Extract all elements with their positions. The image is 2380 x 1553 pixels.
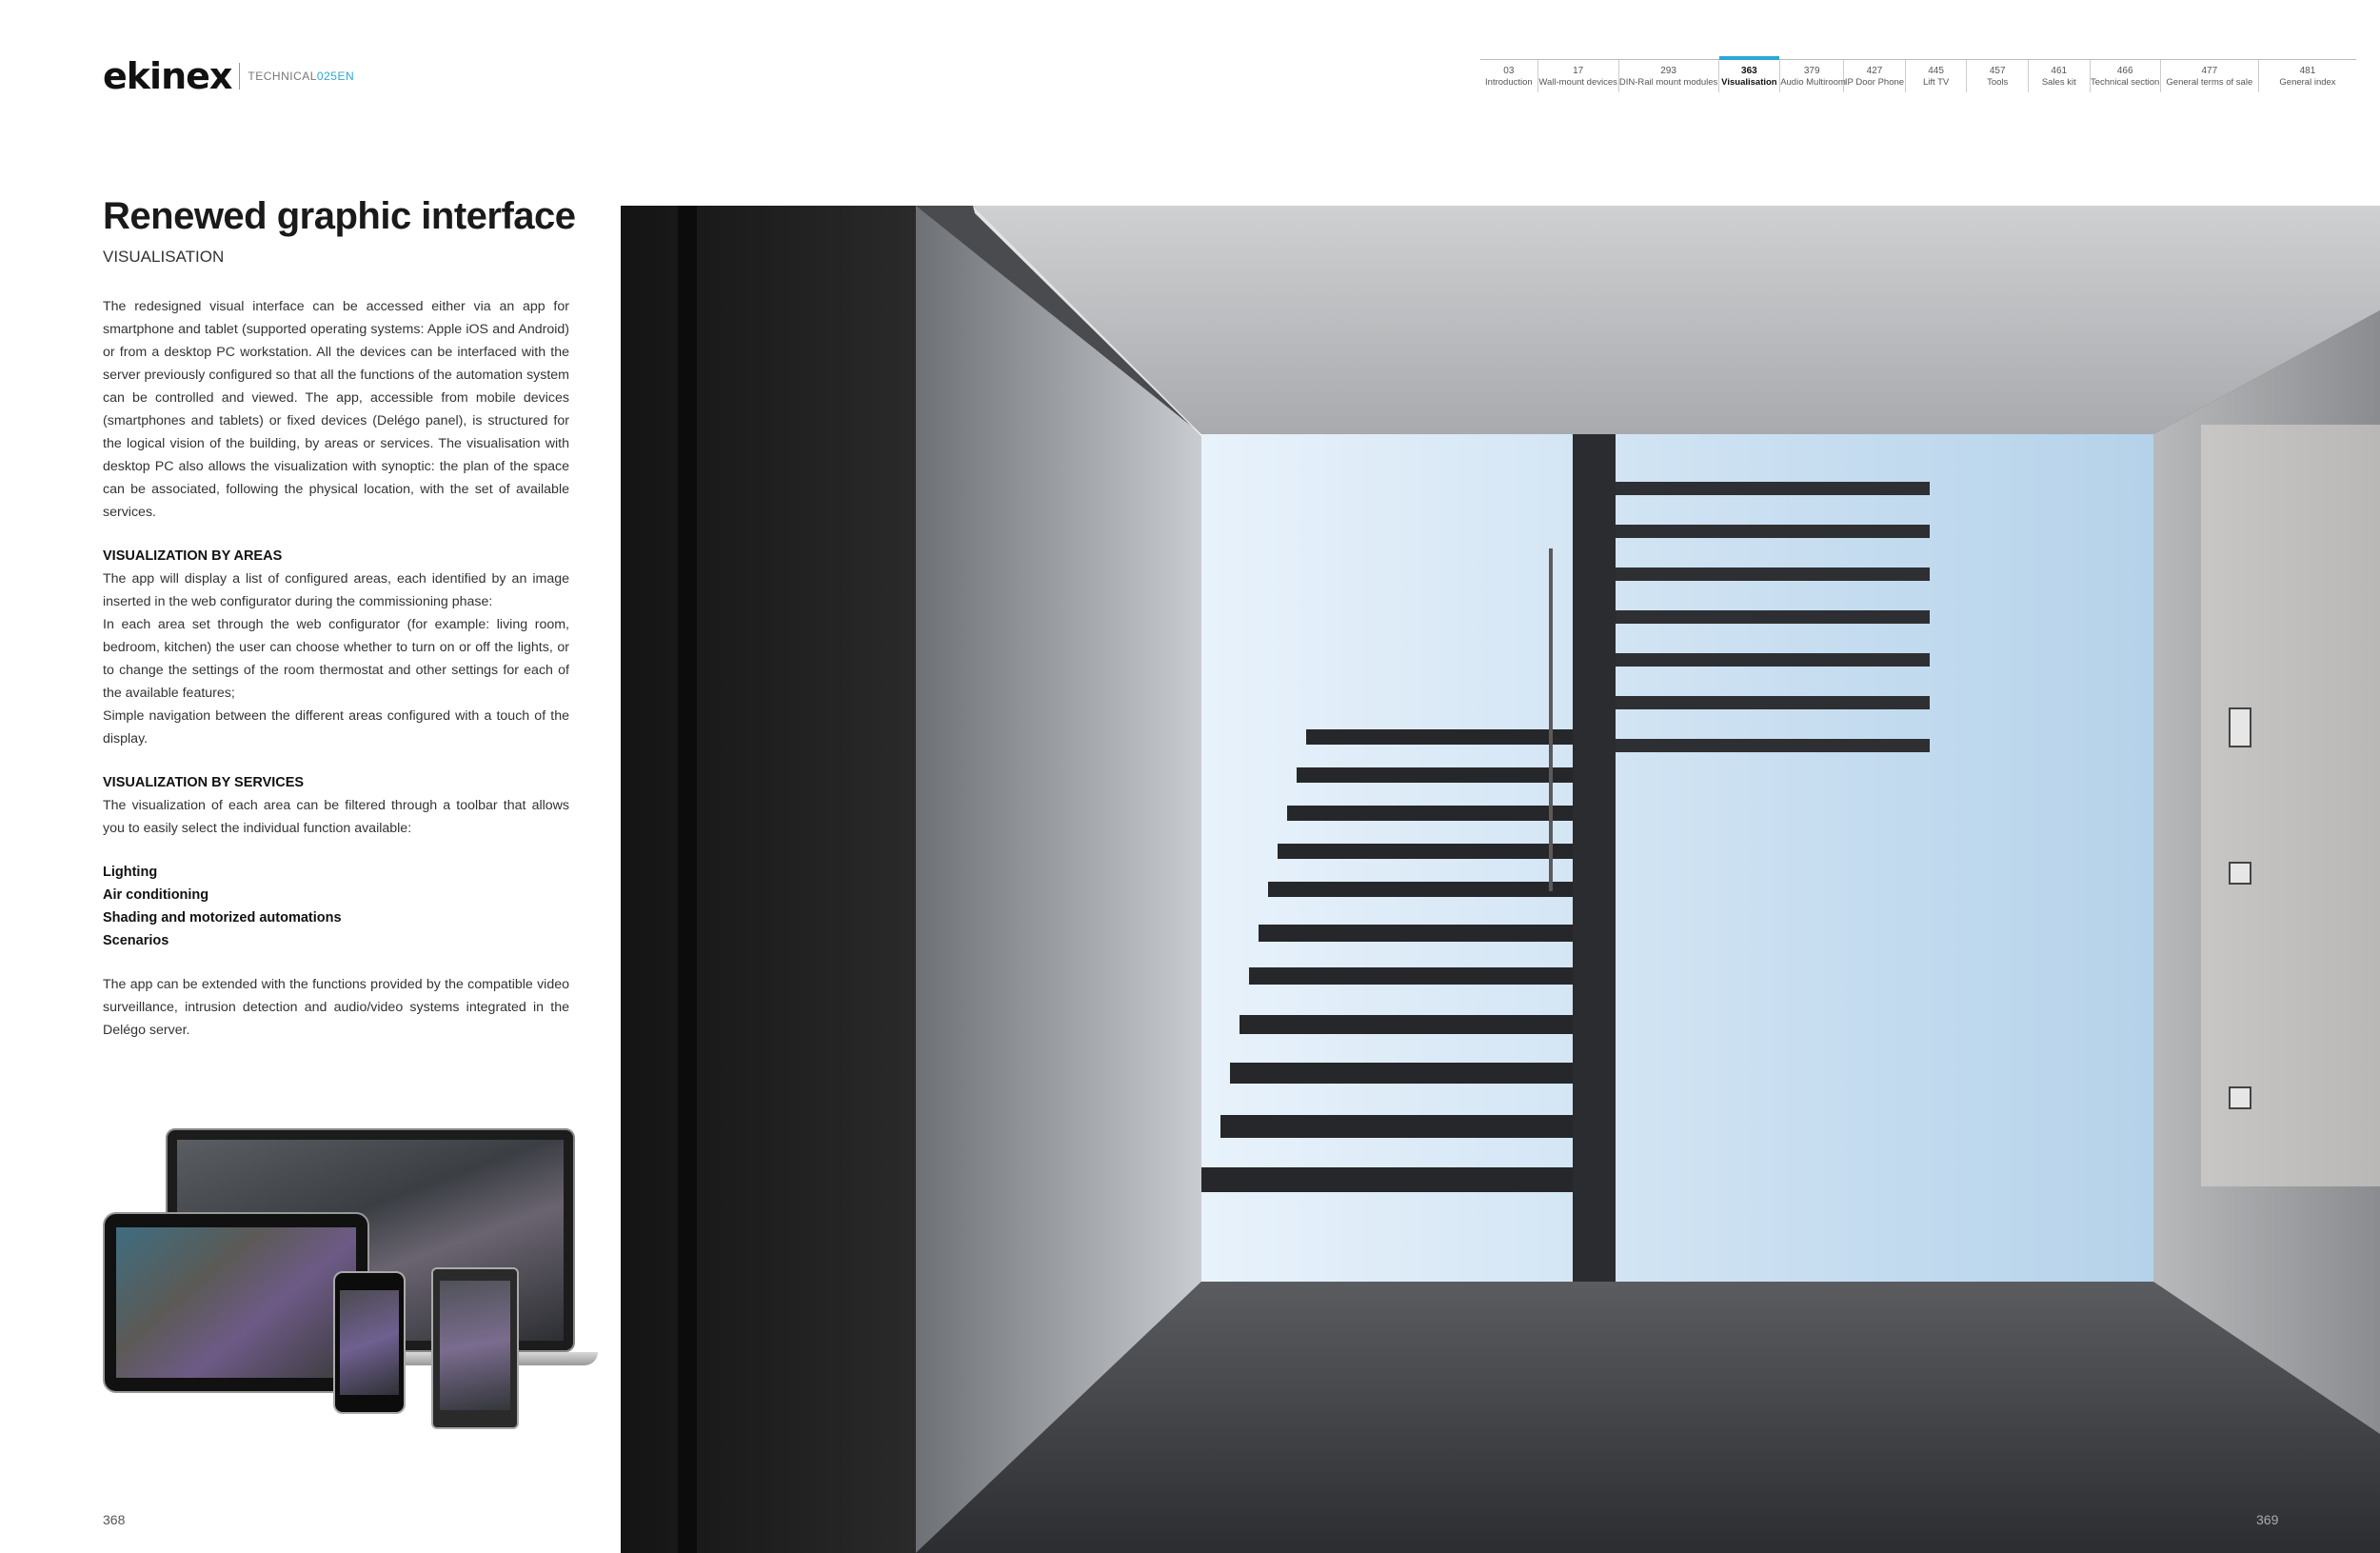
nav-page-number: 17 [1573,66,1584,76]
list-item: Scenarios [103,933,169,948]
nav-page-number: 461 [2051,66,2068,76]
nav-item-sales-kit[interactable] [2029,60,2091,92]
nav-label: Tools [1987,77,2009,88]
areas-paragraph-3: Simple navigation between the different areas configured with a touch of the display. [103,708,569,747]
body-text [103,295,569,1042]
smartphone-image [333,1271,406,1414]
page-title: Renewed graphic interface [103,195,576,237]
nav-label: General terms of sale [2166,77,2253,88]
areas-heading: VISUALIZATION BY AREAS [103,548,283,564]
nav-item-tools[interactable] [1967,60,2029,92]
nav-label: Technical section [2090,77,2160,88]
list-item: Lighting [103,865,158,880]
nav-item-lift-tv[interactable] [1906,60,1968,92]
nav-page-number: 03 [1503,66,1515,76]
nav-label: Audio Multiroom [1780,77,1846,88]
services-list [103,861,569,952]
nav-label: Visualisation [1721,77,1777,88]
list-item: Shading and motorized automations [103,910,342,926]
nav-page-number: 379 [1803,66,1820,76]
page-number-right: 369 [2256,1512,2279,1527]
nav-label: General index [2279,77,2336,88]
nav-page-number: 445 [1928,66,1944,76]
nav-item-introduction[interactable] [1480,60,1538,92]
section-nav [1480,59,2356,92]
catalog-tag-prefix: TECHNICAL [248,70,317,83]
areas-paragraph-1: The app will display a list of configured areas, each identified by an image inserted in the web configurator during the commissioning phase: [103,571,569,609]
nav-page-number: 477 [2201,66,2218,76]
nav-label: Sales kit [2041,77,2076,88]
services-paragraph: The visualization of each area can be filtered through a toolbar that allows you to easily select the individual function available: [103,798,569,836]
nav-item-audio-multiroom[interactable] [1780,60,1844,92]
nav-page-number: 427 [1866,66,1883,76]
nav-item-terms-of-sale[interactable] [2161,60,2259,92]
logo-divider [239,63,240,90]
areas-paragraph-2: In each area set through the web configurator (for example: living room, bedroom, kitchen) the user can choose whether to turn on or off the lights, or to change the settings of the room thermostat and other settings for each of the available features; [103,617,569,701]
nav-page-number: 457 [1989,66,2006,76]
page-number-left: 368 [103,1512,126,1527]
closing-paragraph: The app can be extended with the functions provided by the compatible video surveillance, intrusion detection and audio/video systems integrated in the Delégo server. [103,977,569,1038]
staircase-photo [621,206,2380,1553]
nav-page-number: 363 [1741,66,1757,76]
nav-label: Wall-mount devices [1538,77,1617,88]
nav-item-general-index[interactable] [2259,60,2356,92]
list-item: Air conditioning [103,887,209,903]
catalog-tag [248,70,354,83]
nav-label: Lift TV [1922,77,1950,88]
nav-item-technical-section[interactable] [2091,60,2161,92]
nav-label: DIN-Rail mount modules [1618,77,1718,88]
nav-item-wall-mount[interactable] [1538,60,1619,92]
nav-item-din-rail[interactable] [1619,60,1719,92]
catalog-tag-code: 025EN [316,70,355,83]
tablet-image [103,1212,369,1393]
page-subtitle: VISUALISATION [103,248,225,266]
devices-illustration [103,1128,598,1452]
services-heading: VISUALIZATION BY SERVICES [103,775,305,790]
nav-page-number: 481 [2299,66,2316,76]
nav-label: Introduction [1485,77,1533,88]
delego-panel-image [431,1267,519,1429]
brand-logo [103,55,354,97]
nav-item-ip-door-phone[interactable] [1844,60,1906,92]
nav-label: IP Door Phone [1844,77,1905,88]
nav-page-number: 293 [1660,66,1676,76]
nav-item-visualisation[interactable] [1719,60,1781,92]
logo-wordmark: ekinex [103,55,232,97]
nav-page-number: 466 [2116,66,2133,76]
intro-paragraph: The redesigned visual interface can be accessed either via an app for smartphone and tablet (supported operating systems: Apple iOS and Android) or from a desktop PC workstation. All the devices can be interfaced with the server previously configured so that all the functions of the automation system can be controlled and viewed. The app, accessible from mobile devices (smartphones and tablets) or fixed devices (Delégo panel), is structured for the logical vision of the building, by areas or services. The visualisation with desktop PC also allows the visualization with synoptic: the plan of the space can be associated, following the physical location, with the set of available services. [103,299,569,520]
